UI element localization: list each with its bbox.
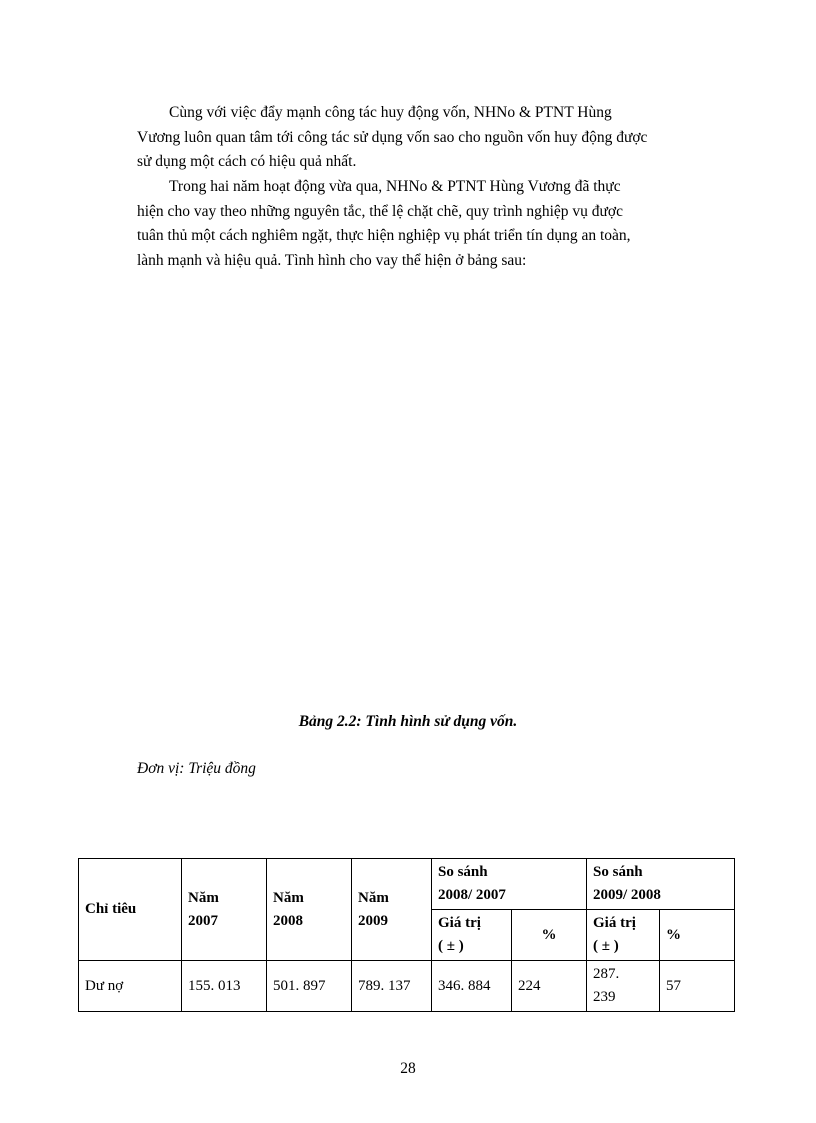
- capital-usage-table: [78, 858, 735, 1012]
- unit-label: Đơn vị: Triệu đồng: [137, 760, 256, 777]
- subheader-percent: %: [512, 910, 587, 961]
- header-indicator: Chỉ tiêu: [79, 859, 182, 961]
- cell-2008: 501. 897: [267, 961, 352, 1012]
- cell-compare2-value: 287. 239: [587, 961, 660, 1012]
- paragraph-intro: [137, 101, 695, 175]
- paragraph-line: Vương luôn quan tâm tới công tác sử dụng vốn sao cho nguồn vốn huy động được: [137, 128, 648, 146]
- subheader-value: Giá trị ( ± ): [587, 910, 660, 961]
- paragraph-line: tuân thủ một cách nghiêm ngặt, thực hiện nghiệp vụ phát triển tín dụng an toàn,: [137, 227, 631, 244]
- paragraph-line: sử dụng một cách có hiệu quả nhất.: [137, 153, 357, 170]
- paragraph-line: Trong hai năm hoạt động vừa qua, NHNo & PTNT Hùng Vương đã thực: [169, 178, 621, 195]
- header-year-2007: Năm 2007: [182, 859, 267, 961]
- subheader-percent: %: [660, 910, 735, 961]
- cell-indicator: Dư nợ: [79, 961, 182, 1012]
- header-year-2008: Năm 2008: [267, 859, 352, 961]
- subheader-value: Giá trị ( ± ): [432, 910, 512, 961]
- cell-compare1-value: 346. 884: [432, 961, 512, 1012]
- paragraph-line: hiện cho vay theo những nguyên tắc, thể lệ chặt chẽ, quy trình nghiệp vụ được: [137, 202, 623, 220]
- paragraph-line: lành mạnh và hiệu quả. Tình hình cho vay thể hiện ở bảng sau:: [137, 251, 527, 269]
- page-number: 28: [400, 1060, 416, 1077]
- table-header-row: [79, 859, 735, 910]
- paragraph-lending: [137, 175, 695, 273]
- cell-2009: 789. 137: [352, 961, 432, 1012]
- table-row: [79, 961, 735, 1012]
- paragraph-line: Cùng với việc đẩy mạnh công tác huy động vốn, NHNo & PTNT Hùng: [169, 104, 612, 121]
- cell-compare1-percent: 224: [512, 961, 587, 1012]
- table-caption: Bảng 2.2: Tình hình sử dụng vốn.: [298, 713, 518, 730]
- header-compare-2009-2008: So sánh 2009/ 2008: [587, 859, 735, 910]
- header-year-2009: Năm 2009: [352, 859, 432, 961]
- cell-2007: 155. 013: [182, 961, 267, 1012]
- cell-compare2-percent: 57: [660, 961, 735, 1012]
- header-compare-2008-2007: So sánh 2008/ 2007: [432, 859, 587, 910]
